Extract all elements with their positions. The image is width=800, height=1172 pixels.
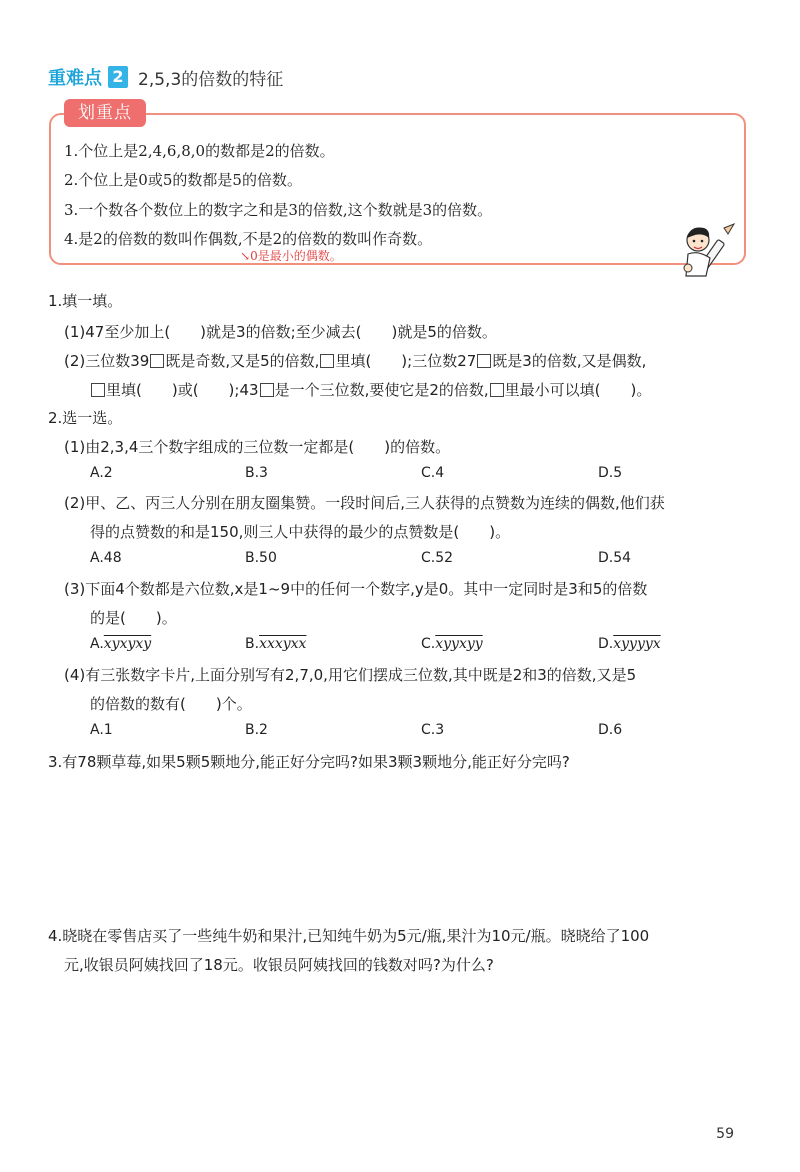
blank-box <box>490 383 504 397</box>
q2-title: 2.选一选。 <box>48 409 123 427</box>
blank-box <box>477 354 491 368</box>
q2-3-stem-2: 的是( )。 <box>90 609 177 627</box>
q2-1-option-c: C.4 <box>421 465 445 481</box>
q1-l2-part-d: 既是3的倍数,又是偶数, <box>492 352 647 370</box>
q1-l2-part-c: 里填( );三位数27 <box>335 352 477 370</box>
key-point-1: 1.个位上是2,4,6,8,0的数都是2的倍数。 <box>64 142 335 160</box>
q2-1-option-a: A.2 <box>90 465 113 481</box>
q2-3-option-c <box>421 636 483 652</box>
blank-box <box>150 354 164 368</box>
q1-l3-part-c: 里最小可以填( )。 <box>504 381 652 399</box>
option-value: xyyyyx <box>613 636 661 652</box>
section-label: 重难点 <box>48 68 102 89</box>
q1-line1: (1)47至少加上( )就是3的倍数;至少减去( )就是5的倍数。 <box>64 323 497 341</box>
q1-l3-part-a: 里填( )或( );43 <box>106 381 259 399</box>
q2-2-stem-1: (2)甲、乙、丙三人分别在朋友圈集赞。一段时间后,三人获得的点赞数为连续的偶数,他们获 <box>64 494 665 512</box>
blank-box <box>260 383 274 397</box>
key-points-tag: 划重点 <box>64 99 146 127</box>
q2-2-option-a: A.48 <box>90 550 122 566</box>
handwritten-note: ↘0是最小的偶数。 <box>240 249 342 263</box>
q2-3-option-a <box>90 636 151 652</box>
page-number: 59 <box>716 1126 734 1142</box>
key-point-3: 3.一个数各个数位上的数字之和是3的倍数,这个数就是3的倍数。 <box>64 201 493 219</box>
q2-2-stem-2: 得的点赞数的和是150,则三人中获得的最少的点赞数是( )。 <box>90 523 511 541</box>
blank-box <box>91 383 105 397</box>
q2-2-option-d: D.54 <box>598 550 632 566</box>
option-label: D. <box>598 636 614 652</box>
q3-text: 3.有78颗草莓,如果5颗5颗地分,能正好分完吗?如果3颗3颗地分,能正好分完吗? <box>48 753 570 771</box>
q2-3-option-b <box>245 636 306 652</box>
q2-2-option-b: B.50 <box>245 550 277 566</box>
option-label: A. <box>90 636 104 652</box>
option-label: C. <box>421 636 436 652</box>
q2-3-stem-1: (3)下面4个数都是六位数,x是1~9中的任何一个数字,y是0。其中一定同时是3和5的倍数 <box>64 580 648 598</box>
section-header <box>48 64 283 90</box>
key-point-4: 4.是2的倍数的数叫作偶数,不是2的倍数的数叫作奇数。 <box>64 230 433 248</box>
q1-line2 <box>64 350 646 371</box>
q2-4-stem-2: 的倍数的数有( )个。 <box>90 695 252 713</box>
q1-l2-part-b: 既是奇数,又是5的倍数, <box>165 352 320 370</box>
option-value: xyxyxy <box>103 636 152 652</box>
q2-4-stem-1: (4)有三张数字卡片,上面分别写有2,7,0,用它们摆成三位数,其中既是2和3的倍数,又是5 <box>64 666 637 684</box>
q2-1-option-b: B.3 <box>245 465 268 481</box>
q4-line2: 元,收银员阿姨找回了18元。收银员阿姨找回的钱数对吗?为什么? <box>64 956 494 974</box>
q2-3-option-d <box>598 636 661 652</box>
q1-l2-part-a: (2)三位数39 <box>64 352 150 370</box>
q1-line3 <box>90 379 651 400</box>
option-label: B. <box>245 636 260 652</box>
q1-title: 1.填一填。 <box>48 292 123 310</box>
option-value: xxxyxx <box>259 636 307 652</box>
section-number: 2 <box>108 66 128 88</box>
key-point-2: 2.个位上是0或5的数都是5的倍数。 <box>64 171 302 189</box>
q2-2-option-c: C.52 <box>421 550 454 566</box>
cartoon-student-icon <box>676 220 738 280</box>
option-value: xyyxyy <box>435 636 483 652</box>
q2-4-option-c: C.3 <box>421 722 445 738</box>
q2-4-option-d: D.6 <box>598 722 623 738</box>
q2-1-stem: (1)由2,3,4三个数字组成的三位数一定都是( )的倍数。 <box>64 438 451 456</box>
section-title: 2,5,3的倍数的特征 <box>138 69 284 90</box>
q1-l3-part-b: 是一个三位数,要使它是2的倍数, <box>274 381 489 399</box>
q4-line1: 4.晓晓在零售店买了一些纯牛奶和果汁,已知纯牛奶为5元/瓶,果汁为10元/瓶。晓晓给了100 <box>48 927 650 945</box>
note-text: 0是最小的偶数。 <box>250 249 342 263</box>
blank-box <box>320 354 334 368</box>
q2-4-option-b: B.2 <box>245 722 268 738</box>
q2-4-option-a: A.1 <box>90 722 113 738</box>
q2-1-option-d: D.5 <box>598 465 623 481</box>
